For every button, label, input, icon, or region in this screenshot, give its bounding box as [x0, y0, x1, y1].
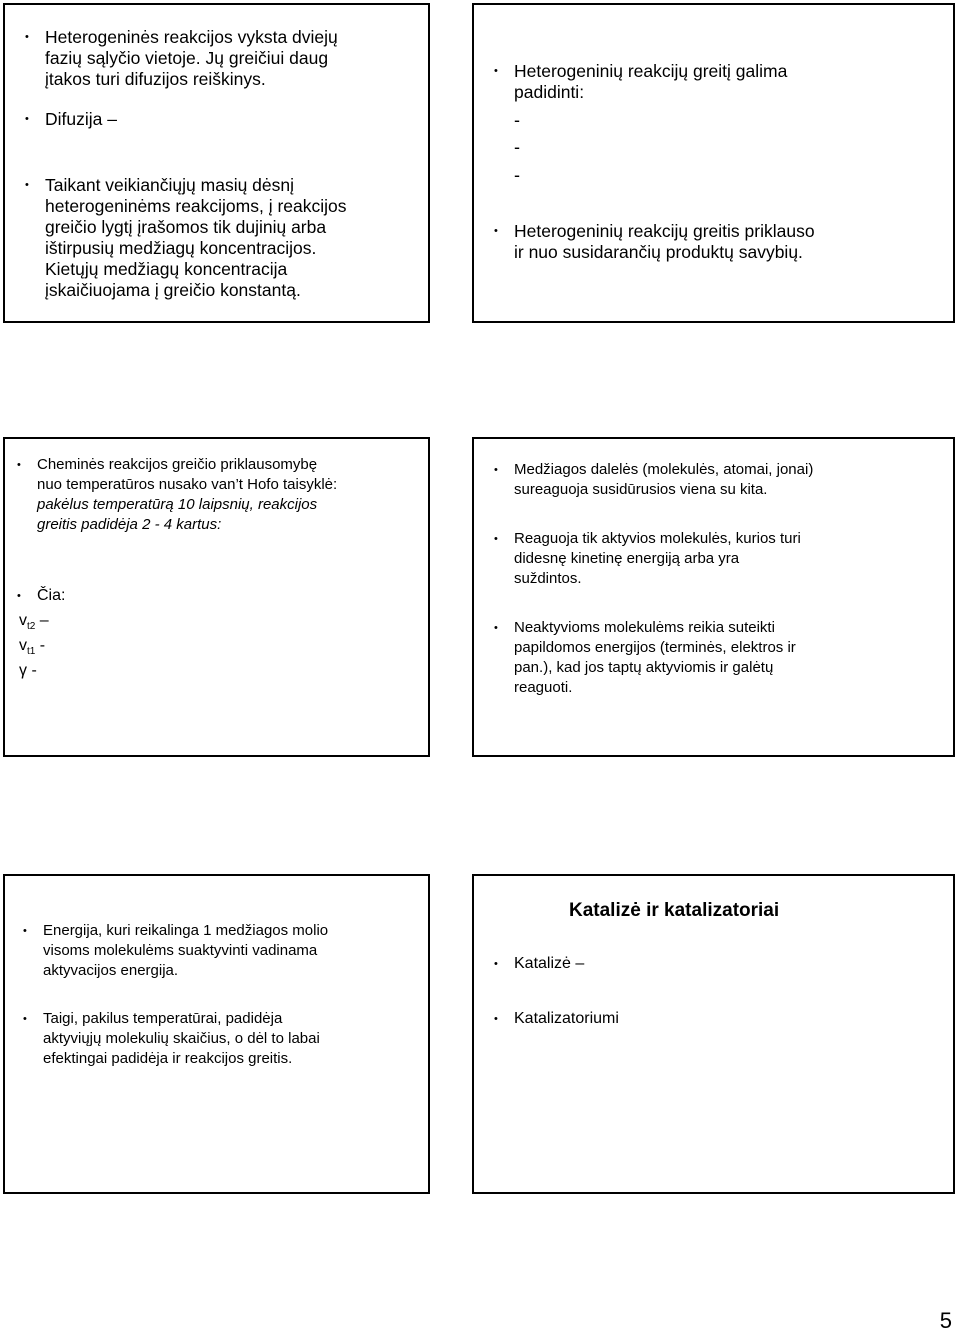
bullet-text: Čia: — [37, 587, 66, 604]
bullet-text: Medžiagos dalelės (molekulės, atomai, jonai) sureaguoja susidūrusios viena su kita. — [514, 461, 814, 498]
bullet-item — [494, 529, 801, 589]
bullet-icon: • — [494, 65, 498, 77]
bullet-text: Energija, kuri reikalinga 1 medžiagos molio visoms molekulėms suaktyvinti vadinama aktyvacijos energija. — [43, 922, 329, 979]
bullet-icon: • — [494, 958, 498, 970]
slide-increase-rate — [472, 3, 955, 323]
bullet-item — [23, 921, 328, 981]
bullet-icon: • — [25, 113, 29, 125]
bullet-item — [494, 460, 813, 500]
bullet-text: Heterogeninių reakcijų greitį galima padidinti: — [514, 61, 788, 102]
bullet-icon: • — [17, 590, 21, 602]
bullet-item — [17, 455, 337, 535]
bullet-text: Cheminės reakcijos greičio priklausomybę nuo temperatūros nusako van’t Hofo taisyklė: — [37, 456, 338, 493]
bullet-item — [494, 221, 815, 263]
slide-title: Katalizė ir katalizatoriai — [569, 900, 780, 921]
bullet-icon: • — [494, 225, 498, 237]
bullet-item — [494, 954, 584, 974]
bullet-icon: • — [23, 1013, 27, 1025]
bullet-text: Neaktyvioms molekulėms reikia suteikti papildomos energijos (terminės, elektros ir pan.), kad jos taptų aktyviomis ir galėtų reaguoti. — [514, 619, 796, 696]
bullet-icon: • — [23, 925, 27, 937]
bullet-item — [25, 109, 117, 130]
bullet-text: Taikant veikiančiųjų masių dėsnį heterogeninėms reakcijoms, į reakcijos greičio lygtį įrašomos tik dujinių arba ištirpusių medžiagų koncentracijos. Kietųjų medžiagų koncentracija įskaičiuojama į greičio konstantą. — [45, 175, 347, 300]
bullet-icon: • — [25, 179, 29, 191]
bullet-text: Reaguoja tik aktyvios molekulės, kurios turi didesnę kinetinę energiją arba yra suždintos. — [514, 530, 801, 587]
bullet-item — [494, 1009, 619, 1029]
bullet-text: Difuzija – — [45, 109, 117, 129]
slide-catalysis — [472, 874, 955, 1194]
bullet-text: Heterogeninės reakcijos vyksta dviejų fazių sąlyčio vietoje. Jų greičiui daug įtakos turi difuzijos reiškinys. — [45, 27, 338, 89]
bullet-item — [25, 175, 347, 301]
symbol-v-t1: $v_{t1}$ - — [19, 637, 46, 658]
bullet-item — [17, 586, 65, 606]
bullet-icon: • — [494, 533, 498, 545]
bullet-icon: • — [494, 1013, 498, 1025]
dash-line: - — [514, 137, 520, 157]
page-number: 5 — [939, 1308, 952, 1333]
bullet-text: Katalizė – — [514, 955, 585, 972]
bullet-text: Heterogeninių reakcijų greitis priklauso ir nuo susidarančių produktų savybių. — [514, 221, 815, 262]
dash-line: - — [514, 110, 520, 130]
bullet-icon: • — [17, 459, 21, 471]
symbol-gamma: γ - — [19, 662, 37, 679]
bullet-item — [25, 27, 338, 90]
bullet-text: Taigi, pakilus temperatūrai, padidėja aktyviųjų molekulių skaičius, o dėl to labai efektingai padidėja ir reakcijos greitis. — [43, 1010, 320, 1067]
bullet-icon: • — [494, 622, 498, 634]
bullet-item — [494, 618, 796, 698]
bullet-item — [23, 1009, 320, 1069]
dash-line: - — [514, 165, 520, 185]
slide-molecular-collisions — [472, 437, 955, 757]
bullet-icon: • — [25, 31, 29, 43]
bullet-text: Katalizatoriumi — [514, 1010, 619, 1027]
bullet-item — [494, 61, 787, 103]
bullet-icon: • — [494, 464, 498, 476]
slide-heterogeneous-reactions — [3, 3, 430, 323]
bullet-text-italic: pakėlus temperatūrą 10 laipsnių, reakcijos greitis padidėja 2 - 4 kartus: — [37, 496, 318, 533]
slide-vant-hoff-rule — [3, 437, 430, 757]
slide-activation-energy — [3, 874, 430, 1194]
symbol-v-t2: $v_{t2}$ – — [19, 612, 49, 633]
